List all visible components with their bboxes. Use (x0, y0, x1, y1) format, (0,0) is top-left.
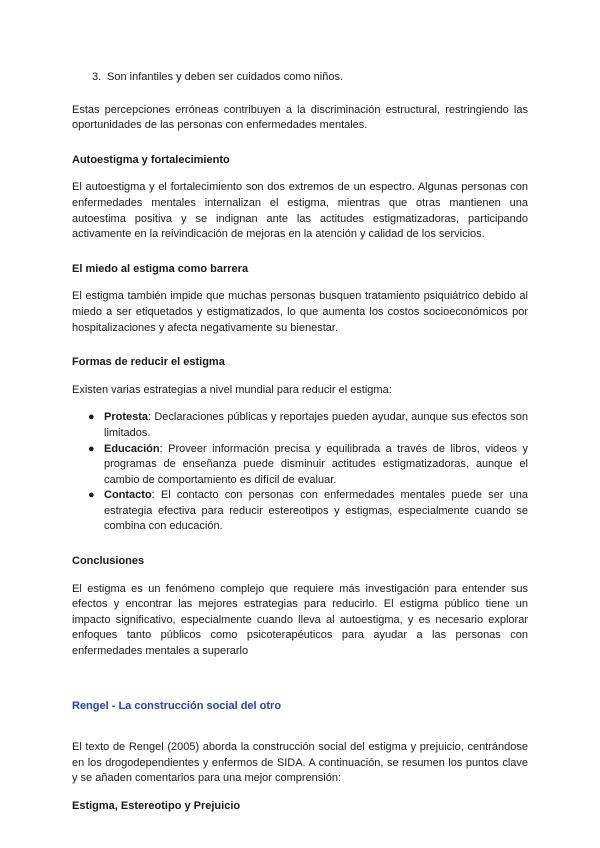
list-item-text: Son infantiles y deben ser cuidados como niños. (107, 71, 344, 83)
list-item-desc: : El contacto con personas con enfermedades mentales puede ser una estrategia efectiva para reducir estereotipos y estigmas, especialmente cuando se combina con educación. (104, 489, 528, 533)
bullet-icon: ● (88, 411, 95, 424)
heading-estigma-estereotipo: Estigma, Estereotipo y Prejuicio (72, 800, 241, 812)
list-item-text (104, 410, 528, 441)
paragraph-rengel: El texto de Rengel (2005) aborda la construcción social del estigma y prejuicio, centrándose en los drogodependientes y enfermos de SIDA. A continuación, se resumen los puntos clave y se añaden comentarios para una mejor comprensión: (72, 741, 528, 785)
list-item (72, 488, 528, 535)
heading-autoestigma: Autoestigma y fortalecimiento (72, 153, 230, 166)
list-item-desc: : Proveer información precisa y equilibrada a través de libros, videos y programas de enseñanza puede disminuir actitudes estigmatizadoras, aunque el cambio de comportamiento es difícil de evaluar. (104, 442, 528, 486)
list-item-term: Contacto (104, 489, 152, 502)
page-content (72, 70, 528, 815)
list-item-term: Protesta (104, 411, 149, 424)
list-item-text (104, 488, 528, 535)
heading-conclusiones: Conclusiones (72, 555, 145, 568)
bullet-icon: ● (88, 442, 95, 455)
strategy-list (72, 410, 528, 535)
list-number: 3. (92, 71, 102, 83)
numbered-list-item (92, 70, 528, 86)
list-item-term: Educación (104, 442, 160, 455)
heading-rengel: Rengel - La construcción social del otro (72, 699, 282, 712)
paragraph-formas: Existen varias estrategias a nivel mundial para reducir el estigma: (72, 383, 392, 396)
list-item-text (104, 442, 528, 489)
paragraph-miedo: El estigma también impide que muchas personas busquen tratamiento psiquiátrico debido al miedo a ser etiquetados y estigmatizados, lo que aumenta los costos socioeconómicos por hospitalizaciones y afecta negativamente su bienestar. (72, 290, 528, 334)
heading-formas: Formas de reducir el estigma (72, 356, 225, 369)
heading-miedo: El miedo al estigma como barrera (72, 262, 249, 275)
list-item-desc: : Declaraciones públicas y reportajes pueden ayudar, aunque sus efectos son limitados. (104, 411, 528, 439)
paragraph-percepciones: Estas percepciones erróneas contribuyen a la discriminación estructural, restringiendo las oportunidades de las personas con enfermedades mentales. (72, 103, 528, 132)
list-item (72, 442, 528, 489)
paragraph-autoestigma: El autoestigma y el fortalecimiento son dos extremos de un espectro. Algunas personas con enfermedades mentales internalizan el estigma, mientras que otras mantienen una autoestima positiva y se indignan ante las actitudes estigmatizadoras, participando activamente en la reivindicación de mejoras en la atención y calidad de los servicios. (72, 181, 528, 241)
list-item (72, 410, 528, 441)
paragraph-conclusiones: El estigma es un fenómeno complejo que requiere más investigación para entender sus efectos y encontrar las mejores estrategias para reducirlo. El estigma público tiene un impacto significativo, especialmente cuando lleva al autoestigma, y es necesario explorar enfoques tanto públicos como psicoterapéuticos para ayudar a las personas con enfermedades mentales a superarlo (72, 582, 528, 658)
bullet-icon: ● (88, 489, 95, 502)
